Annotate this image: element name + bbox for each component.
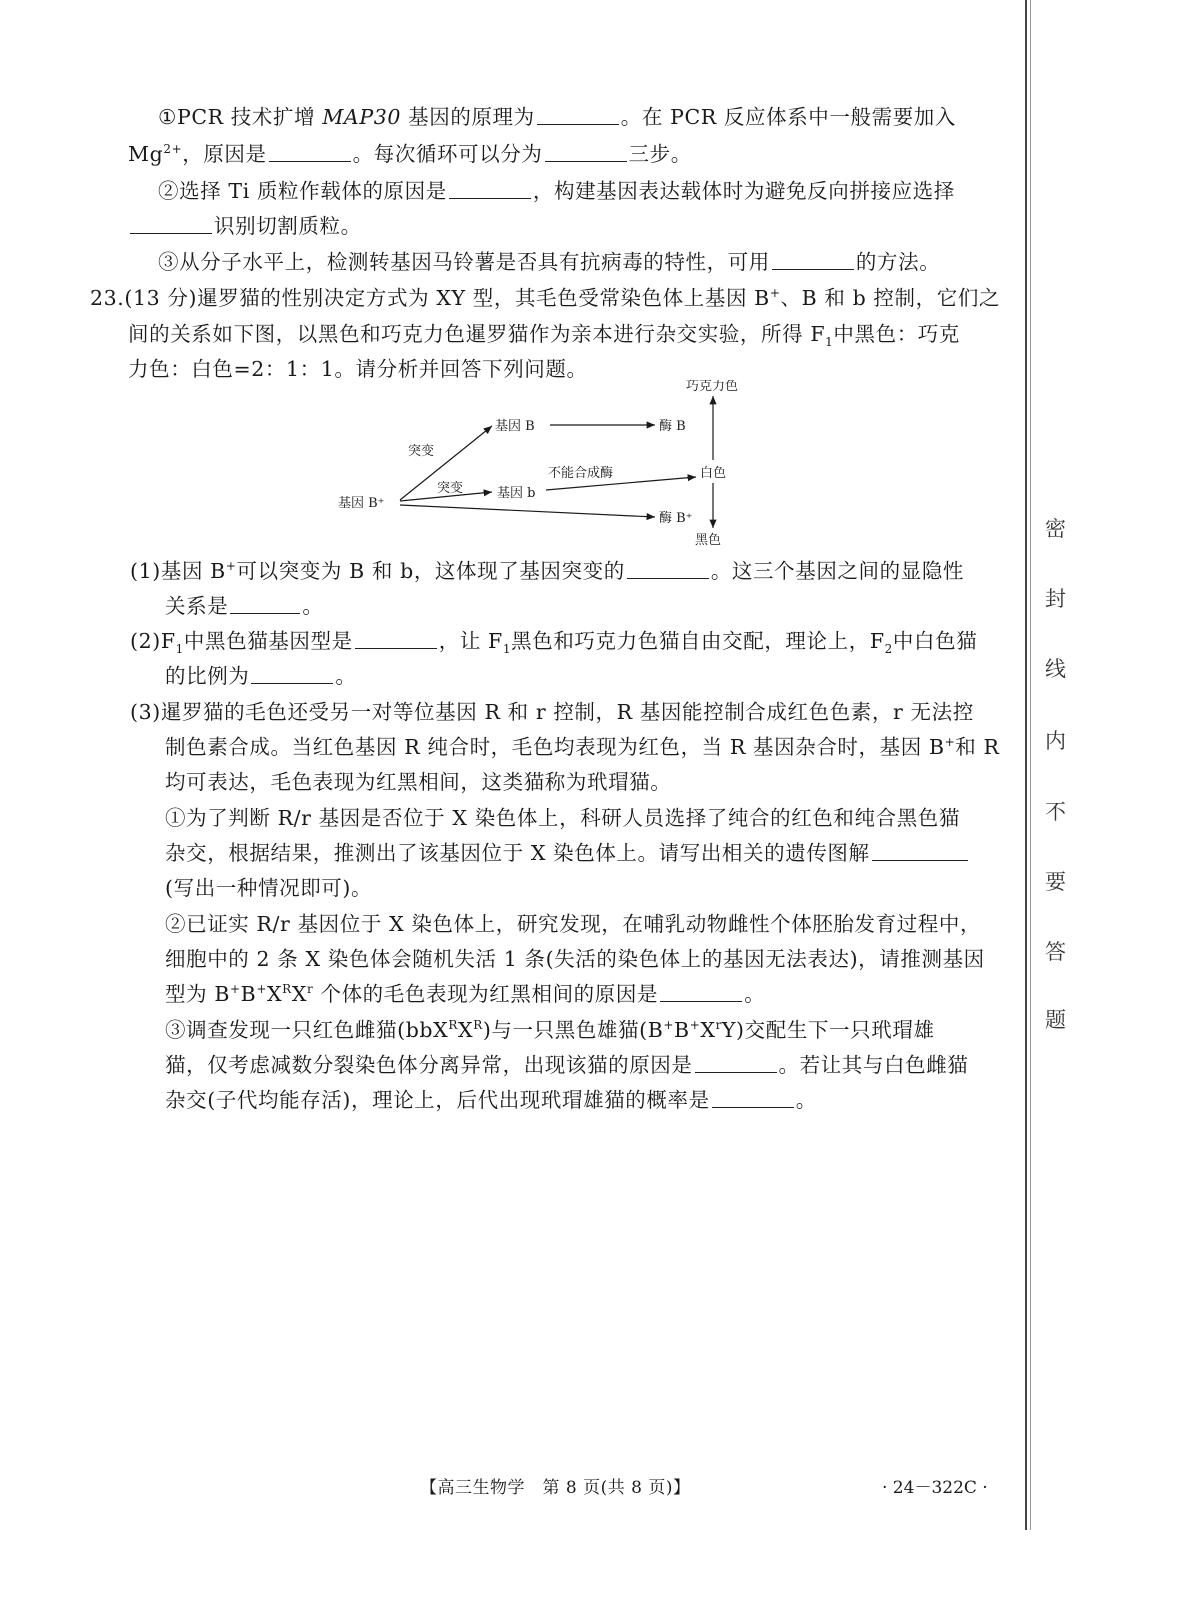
- answer-blank[interactable]: [355, 647, 437, 649]
- q23-line-2: 间的关系如下图，以黑色和巧克力色暹罗猫作为亲本进行杂交实验，所得 $F_1$中黑色：巧克: [128, 322, 960, 350]
- seal-char: 密: [1045, 517, 1066, 541]
- seal-char: 不: [1045, 800, 1066, 824]
- q23-line-3: 力色：白色=2：1：1。请分析并回答下列问题。: [128, 357, 588, 381]
- answer-blank[interactable]: [872, 859, 968, 861]
- page-footer: 【高三生物学 第 8 页(共 8 页)】: [420, 1478, 691, 1498]
- sub3-line-5: 杂交，根据结果，推测出了该基因位于 X 染色体上。请写出相关的遗传图解: [165, 838, 970, 868]
- sub3-line-2: 制色素合成。当红色基因 R 纯合时，毛色均表现为红色，当 R 基因杂合时，基因 B+和 R: [165, 735, 1000, 759]
- answer-blank[interactable]: [251, 682, 333, 684]
- seal-char: 答: [1045, 940, 1066, 964]
- seal-char: 线: [1045, 657, 1066, 681]
- answer-blank[interactable]: [627, 577, 709, 579]
- label-chocolate: 巧克力色: [686, 380, 739, 394]
- q22-line-1: ①PCR 技术扩增 MAP30 基因的原理为 。在 PCR 反应体系中一般需要加入: [158, 105, 957, 129]
- sub2-line-1: $(2)F_1$中黑色猫基因型是 ，让 $F_1$黑色和巧克力色猫自由交配，理论上，$F_2$中白色猫: [130, 629, 978, 657]
- label-enzyme-B: 酶 B: [659, 419, 686, 434]
- label-black: 黑色: [695, 533, 722, 548]
- seal-line-inner: [1030, 0, 1031, 1530]
- label-no-enzyme: 不能合成酶: [548, 466, 614, 481]
- sub3-line-1: (3)暹罗猫的毛色还受另一对等位基因 R 和 r 控制，R 基因能控制合成红色色素，r 无法控: [130, 700, 974, 724]
- answer-blank[interactable]: [772, 268, 854, 270]
- sub1-line-1: (1)基因 B+可以突变为 B 和 b，这体现了基因突变的 。这三个基因之间的显隐性: [130, 559, 965, 583]
- seal-char: 封: [1045, 587, 1066, 611]
- answer-blank[interactable]: [269, 160, 351, 162]
- sub3-line-9: 型为 $B^+B^+X^RX^r$ 个体的毛色表现为红黑相间的原因是 。: [165, 982, 766, 1006]
- seal-line: [1025, 0, 1027, 1530]
- sub1-line-2: 关系是 。: [165, 594, 324, 618]
- answer-blank[interactable]: [695, 1071, 777, 1073]
- sub2-line-2: 的比例为 。: [165, 664, 357, 688]
- answer-blank[interactable]: [449, 197, 531, 199]
- arrow-origin-to-enzyme-Bplus: [400, 505, 655, 517]
- seal-char: 内: [1045, 729, 1066, 753]
- sub3-line-8: 细胞中的 2 条 X 染色体会随机失活 1 条(失活的染色体上的基因无法表达)，请推测基因: [165, 947, 985, 971]
- answer-blank[interactable]: [230, 612, 300, 614]
- answer-blank[interactable]: [712, 1106, 794, 1108]
- label-white: 白色: [700, 466, 727, 481]
- label-origin: 基因 B⁺: [338, 496, 385, 511]
- answer-blank[interactable]: [130, 232, 212, 234]
- sub3-line-6: (写出一种情况即可)。: [165, 876, 373, 900]
- answer-blank[interactable]: [660, 1000, 742, 1002]
- sub3-line-11: 猫，仅考虑减数分裂染色体分离异常，出现该猫的原因是 。若让其与白色雌猫: [165, 1053, 969, 1077]
- paper-code: · 24－322C ·: [882, 1478, 988, 1498]
- q23-line-1: 23.(13 分)暹罗猫的性别决定方式为 XY 型，其毛色受常染色体上基因 B+、B 和 b 控制，它们之: [90, 286, 1001, 310]
- q22-line-2: $Mg^{2+}$，原因是 。每次循环可以分为 三步。: [128, 142, 692, 166]
- answer-blank[interactable]: [545, 160, 627, 162]
- sub3-line-3: 均可表达，毛色表现为红黑相间，这类猫称为玳瑁猫。: [165, 770, 672, 794]
- label-mutation-2: 突变: [437, 481, 464, 496]
- answer-blank[interactable]: [537, 123, 619, 125]
- sub3-line-4: ①为了判断 R/r 基因是否位于 X 染色体上，科研人员选择了纯合的红色和纯合黑色猫: [165, 806, 960, 830]
- seal-char: 题: [1045, 1008, 1066, 1032]
- seal-char: 要: [1045, 870, 1066, 894]
- sub3-line-7: ②已证实 R/r 基因位于 X 染色体上，研究发现，在哺乳动物雌性个体胚胎发育过程中，: [165, 912, 982, 936]
- q22-line-4: 识别切割质粒。: [128, 211, 362, 241]
- sub3-line-10: ③调查发现一只红色雌猫$(bbX^RX^R)$与一只黑色雄猫$(B^+B^+X^rY)$交配生下一只玳瑁雄: [165, 1018, 935, 1042]
- label-gene-b: 基因 b: [497, 486, 536, 501]
- sub3-line-12: 杂交(子代均能存活)，理论上，后代出现玳瑁雄猫的概率是 。: [165, 1088, 817, 1112]
- gene-pathway-diagram: [330, 380, 770, 550]
- q22-line-3: ②选择 Ti 质粒作载体的原因是 ，构建基因表达载体时为避免反向拼接应选择: [158, 179, 955, 203]
- label-enzyme-Bplus: 酶 B⁺: [659, 511, 693, 526]
- label-gene-B: 基因 B: [495, 419, 535, 434]
- label-mutation-1: 突变: [408, 444, 435, 459]
- q22-line-5: ③从分子水平上，检测转基因马铃薯是否具有抗病毒的特性，可用 的方法。: [158, 250, 941, 274]
